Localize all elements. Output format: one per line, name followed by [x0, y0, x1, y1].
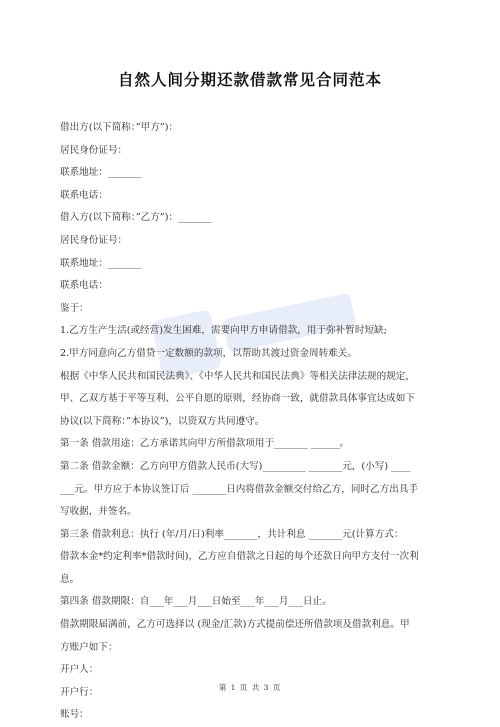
prepayment-line-1: 借款期限届满前，乙方可选择以 (现金/汇款)方式提前偿还所借款项及借款利息。甲	[60, 619, 410, 631]
preamble-line-1: 根据《中华人民共和国民法典》、《中华人民共和国民法典》等相关法律法规的规定，	[60, 370, 415, 382]
preamble-line-3: 协议(以下简称：”本协议”)，以资双方共同遵守。	[60, 415, 265, 427]
borrower-phone-line: 联系电话：	[60, 280, 108, 292]
article-2-line-2: ___元。甲方应于本协议签订后 _______日内将借款金额交付给乙方，同时乙方出具手	[60, 483, 419, 495]
article-3-line-2: 借款本金*约定利率*借款时间)，乙方应自借款之日起的每个还款日向甲方支付一次利	[60, 551, 419, 563]
borrower-id-line: 居民身份证号：	[60, 234, 128, 246]
article-3-line-3: 息。	[60, 573, 80, 585]
document-title: 自然人间分期还款借款常见合同范本	[117, 71, 382, 89]
account-bank-line: 开户行：	[60, 686, 99, 698]
borrower-name-line: 借入方(以下简称：”乙方”)：_______	[60, 212, 212, 224]
account-number-line: 账号：	[60, 709, 89, 721]
lender-phone-line: 联系电话：	[60, 189, 108, 201]
whereas-item-1: 1.乙方生产生活(或经营)发生困难，需要向甲方申请借款，用于弥补暂时短缺;	[60, 325, 387, 337]
page-number: 第 1 页 共 3 页	[218, 683, 282, 692]
article-3-line-1: 第三条 借款利息：执行 (年/月/日)利率_______，共计利息 _______元(计算方式：	[60, 528, 404, 540]
document-body	[60, 117, 445, 727]
borrower-address-line: 联系地址：_______	[60, 257, 142, 269]
prepayment-line-2: 方账户如下：	[60, 641, 118, 653]
lender-id-line: 居民身份证号：	[60, 144, 128, 156]
lender-name-line: 借出方(以下简称：”甲方”)：	[60, 122, 179, 133]
article-2-line-3: 写收据，并签名。	[60, 506, 137, 518]
preamble-line-2: 甲、乙双方基于平等互利、公平自愿的原则，经协商一致，就借款具体事宜达成如下	[60, 393, 415, 405]
article-4-line: 第四条 借款期限：自___年___月___日始至___年___月___日止。	[60, 596, 332, 608]
whereas-item-2: 2.甲方同意向乙方借贷一定数额的款项，以帮助其渡过资金周转难关。	[60, 347, 357, 359]
whereas-heading: 鉴于：	[60, 302, 89, 314]
article-1-line: 第一条 借款用途：乙方承诺其向甲方所借款项用于_______ ______。	[60, 438, 350, 450]
article-2-line-1: 第二条 借款金额：乙方向甲方借款人民币(大写)_________ _______元，(小写) ____	[60, 460, 411, 472]
lender-address-line: 联系地址：_______	[60, 167, 142, 179]
account-holder-line: 开户人：	[60, 664, 99, 676]
